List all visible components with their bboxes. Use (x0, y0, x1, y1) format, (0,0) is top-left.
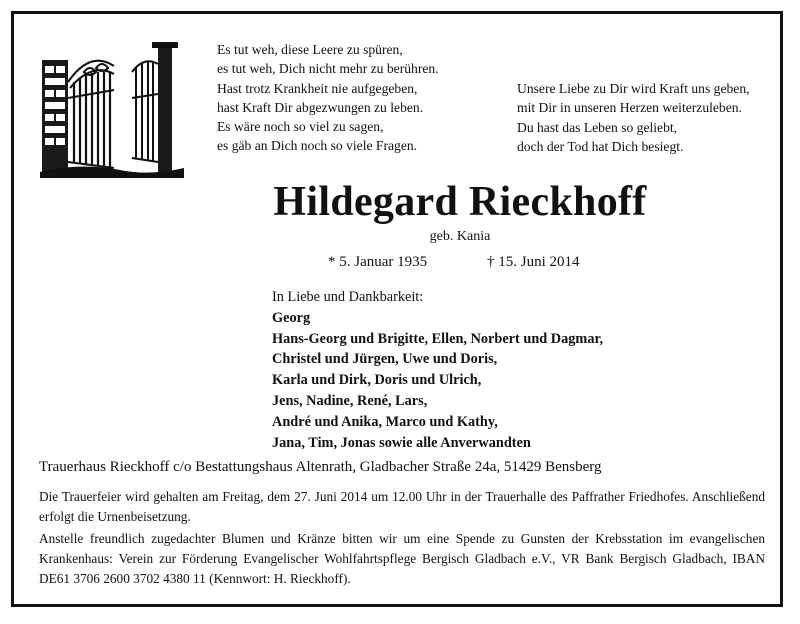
family-list (272, 287, 603, 453)
donation-paragraph: Anstelle freundlich zugedachter Blumen und Kränze bitten wir um eine Spende zu Gunsten der Krebsstation im evangelischen Krankenhaus: Verein zur Förderung Evangelischer Wohlfahrtspflege Bergisch Gladbach e.V., VR Bank Bergisch Gladbach, IBAN DE61 3706 2600 3702 4380 11 (Kennwort: H. Rieckhoff). (39, 531, 765, 586)
poem-line: Unsere Liebe zu Dir wird Kraft uns geben, (517, 81, 750, 96)
deceased-name: Hildegard Rieckhoff (273, 179, 647, 225)
poem-line: Hast trotz Krankheit nie aufgegeben, (217, 80, 418, 96)
poem-left (217, 40, 439, 156)
poem-line: es tut weh, Dich nicht mehr zu berühren. (217, 61, 439, 77)
poem-right (517, 79, 750, 156)
poem-line: Du hast das Leben so geliebt, (517, 119, 678, 135)
funeral-info-paragraph: Die Trauerfeier wird gehalten am Freitag, dem 27. Juni 2014 um 12.00 Uhr in der Trauerhalle des Paffrather Friedhofes. Anschließend erfolgt die Urnenbeisetzung. (39, 489, 765, 524)
family-intro: In Liebe und Dankbarkeit: (272, 289, 424, 305)
poem-line: Es tut weh, diese Leere zu spüren, (217, 42, 403, 57)
poem-line: mit Dir in unseren Herzen weiterzuleben. (517, 100, 742, 116)
family-member: Jens, Nadine, René, Lars, (272, 392, 428, 409)
family-member: Christel und Jürgen, Uwe und Doris, (272, 351, 498, 368)
birth-date: * 5. Januar 1935 (328, 254, 428, 270)
poem-line: es gäb an Dich noch so viele Fragen. (217, 138, 418, 154)
family-member: Jana, Tim, Jonas sowie alle Anverwandten (272, 434, 531, 451)
mourning-address: Trauerhaus Rieckhoff c/o Bestattungshaus Altenrath, Gladbacher Straße 24a, 51429 Bensberg (39, 459, 602, 475)
death-date: † 15. Juni 2014 (487, 254, 580, 270)
family-member: Hans-Georg und Brigitte, Ellen, Norbert und Dagmar, (272, 330, 604, 347)
maiden-name: geb. Kania (429, 229, 491, 244)
gate-illustration-icon (40, 42, 184, 178)
poem-line: Es wäre noch so viel zu sagen, (217, 119, 384, 135)
poem-line: hast Kraft Dir abgezwungen zu leben. (217, 99, 424, 115)
family-member: André und Anika, Marco und Kathy, (272, 413, 498, 430)
family-member: Georg (272, 309, 311, 326)
family-member: Karla und Dirk, Doris und Ulrich, (272, 372, 482, 389)
poem-line: doch der Tod hat Dich besiegt. (517, 138, 684, 154)
